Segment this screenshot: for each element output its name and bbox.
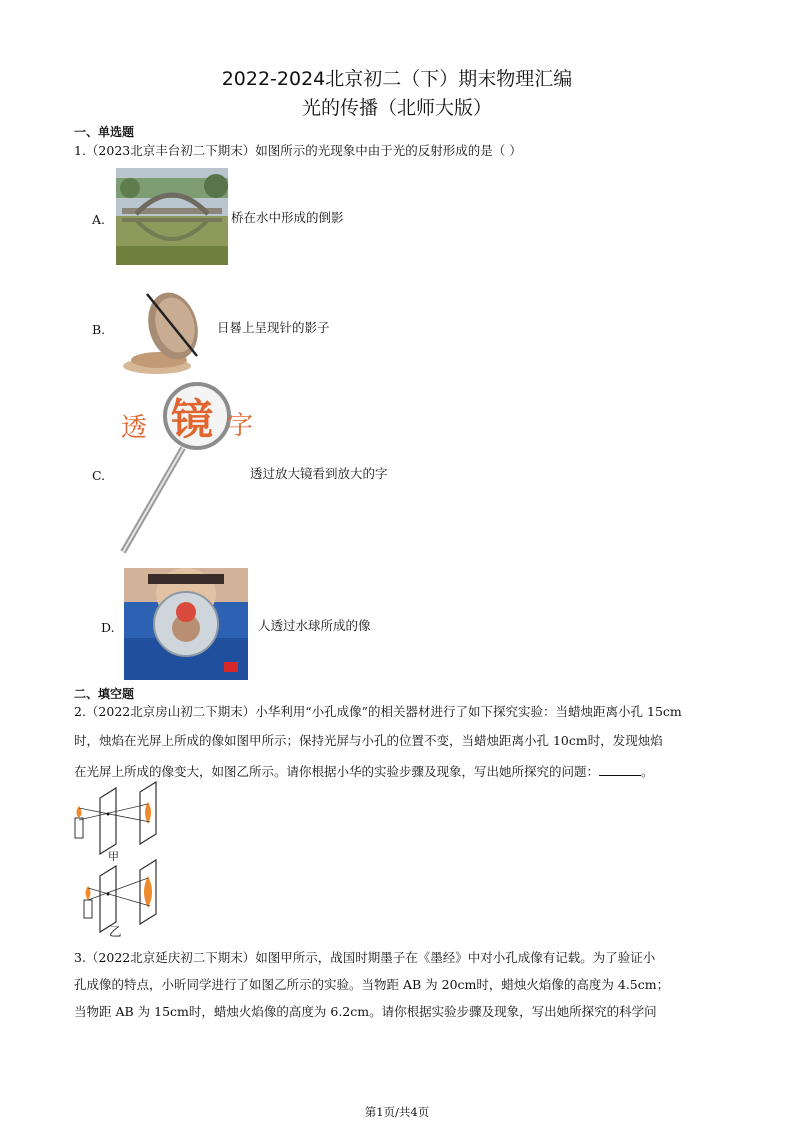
figure-label-yi: 乙 [109,924,122,939]
question-3-line2: 孔成像的特点，小昕同学进行了如图乙所示的实验。当物距 AB 为 20cm时，蜡烛火焰像的高度为 4.5cm； [74,977,670,992]
option-b-text: 日晷上呈现针的影子 [217,320,330,335]
option-d-text: 人透过水球所成的像 [258,618,371,633]
magnifier-char-2: 镜 [171,395,214,444]
page-title-line1: 2022-2024北京初二（下）期末物理汇编 [221,68,573,90]
pinhole-setup-yi [84,860,156,932]
page-title-line2: 光的传播（北师大版） [301,97,492,119]
section-heading-single-choice: 一、单选题 [74,125,135,139]
question-3-line3: 当物距 AB 为 15cm时，蜡烛火焰像的高度为 6.2cm。请你根据实验步骤及现象，写出她所探究的科学问 [74,1004,657,1019]
section-heading-fill-blank: 二、填空题 [74,687,135,701]
option-a-letter: A. [92,212,106,227]
sundial-photo [119,288,214,375]
option-c-text: 透过放大镜看到放大的字 [250,466,388,481]
magnifier-char-1: 透 [121,413,148,443]
pinhole-figure [70,780,165,930]
option-d-letter: D. [101,620,115,635]
magnifier-photo [119,388,254,556]
pinhole-setup-jia [75,782,156,854]
question-2-line3-end: 。 [641,764,654,779]
water-ball-photo [124,568,248,680]
page-number: 第1页/共4页 [364,1105,430,1119]
question-2-line3-text: 在光屏上所成的像变大，如图乙所示。请你根据小华的实验步骤及现象，写出她所探究的问题： [74,764,600,779]
question-3-line1: 3.（2022北京延庆初二下期末）如图甲所示，战国时期墨子在《墨经》中对小孔成像有记载。为了验证小 [74,950,656,965]
magnifier-char-3: 字 [227,411,254,441]
option-a-text: 桥在水中形成的倒影 [231,210,344,225]
bridge-reflection-photo [116,168,228,265]
question-2-line1: 2.（2022北京房山初二下期末）小华利用“小孔成像”的相关器材进行了如下探究实验：当蜡烛距离小孔 15cm [74,704,682,719]
option-c-letter: C. [92,468,106,483]
answer-blank[interactable] [599,764,641,776]
figure-label-jia: 甲 [108,850,119,863]
question-1-stem: 1.（2023北京丰台初二下期末）如图所示的光现象中由于光的反射形成的是（ ） [74,143,522,158]
question-2-line3 [74,764,654,779]
question-2-line2: 时，烛焰在光屏上所成的像如图甲所示；保持光屏与小孔的位置不变，当蜡烛距离小孔 10cm时，发现烛焰 [74,733,663,748]
option-b-letter: B. [92,322,106,337]
